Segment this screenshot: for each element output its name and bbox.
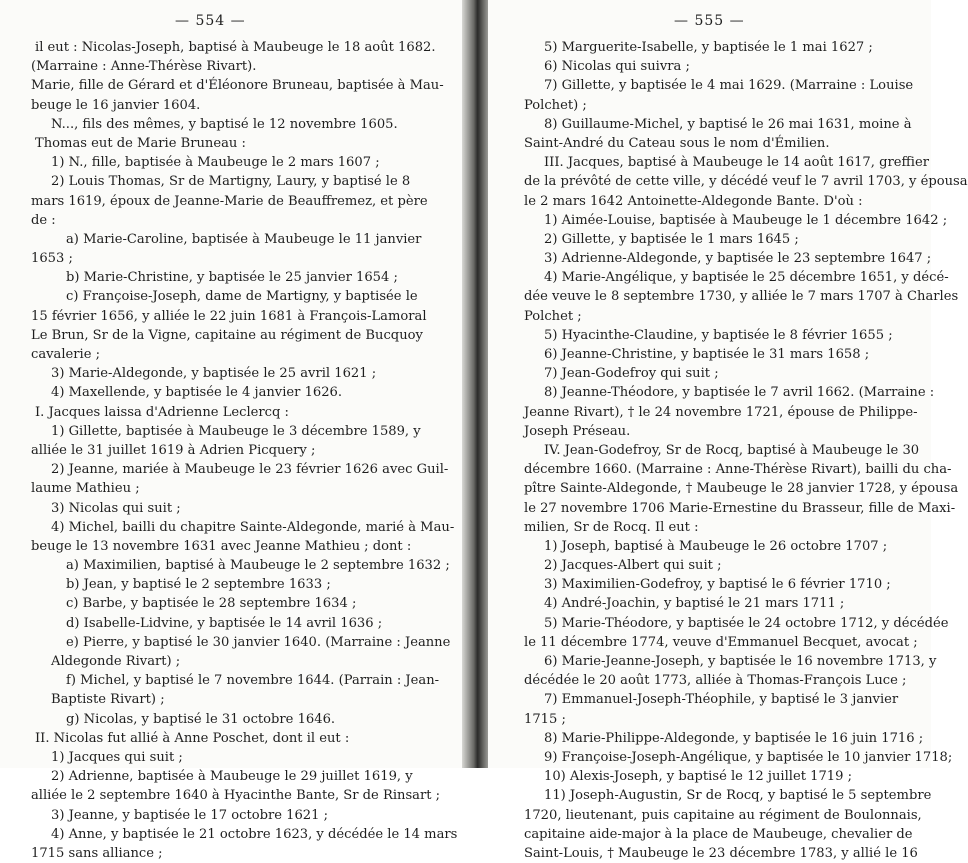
text-line: 1) Aimée-Louise, baptisée à Maubeuge le 1 décembre 1642 ; — [544, 212, 948, 228]
text-line: Marie, fille de Gérard et d'Éléonore Bruneau, baptisée à Mau- — [31, 78, 444, 94]
text-line: 1653 ; — [31, 251, 73, 267]
text-line: laume Mathieu ; — [31, 481, 140, 497]
text-line: 3) Jeanne, y baptisée le 17 octobre 1621 ; — [51, 807, 329, 823]
text-line: e) Pierre, y baptisé le 30 janvier 1640. (Marraine : Jeanne — [66, 634, 451, 650]
text-line: 11) Joseph-Augustin, Sr de Rocq, y baptisé le 5 septembre — [544, 788, 932, 804]
text-line: alliée le 31 juillet 1619 à Adrien Picquery ; — [31, 442, 316, 458]
text-line: milien, Sr de Rocq. Il eut : — [524, 519, 699, 535]
text-line: capitaine aide-major à la place de Maubeuge, chevalier de — [524, 826, 913, 842]
right-page — [488, 0, 968, 861]
text-line: f) Michel, y baptisé le 7 novembre 1644. (Parrain : Jean- — [66, 673, 440, 689]
text-line: 1) N., fille, baptisée à Maubeuge le 2 mars 1607 ; — [51, 155, 380, 171]
text-line: 1) Jacques qui suit ; — [51, 749, 183, 765]
text-line: Polchet) ; — [524, 97, 587, 113]
text-line: 8) Guillaume-Michel, y baptisé le 26 mai 1631, moine à — [544, 116, 912, 132]
text-line: beuge le 16 janvier 1604. — [31, 97, 201, 113]
text-line: 5) Marie-Théodore, y baptisée le 24 octobre 1712, y décédée — [544, 615, 949, 631]
text-line: 1715 sans alliance ; — [31, 845, 163, 861]
text-line: 1720, lieutenant, puis capitaine au régiment de Boulonnais, — [524, 807, 922, 823]
text-line: Le Brun, Sr de la Vigne, capitaine au régiment de Bucquoy — [31, 327, 423, 343]
text-line: 1) Gillette, baptisée à Maubeuge le 3 décembre 1589, y — [51, 423, 421, 439]
page-number: — 555 — — [674, 13, 745, 29]
text-line: 8) Marie-Philippe-Aldegonde, y baptisée le 16 juin 1716 ; — [544, 730, 924, 746]
text-line: 4) Michel, bailli du chapitre Sainte-Aldegonde, marié à Mau- — [51, 519, 455, 535]
text-line: il eut : Nicolas-Joseph, baptisé à Maubeuge le 18 août 1682. — [35, 40, 436, 55]
text-line: 3) Maximilien-Godefroy, y baptisé le 6 février 1710 ; — [544, 577, 891, 593]
text-line: a) Maximilien, baptisé à Maubeuge le 2 septembre 1632 ; — [66, 558, 450, 574]
text-line: II. Nicolas fut allié à Anne Poschet, dont il eut : — [35, 730, 350, 746]
text-line: Saint-André du Cateau sous le nom d'Émilien. — [524, 135, 830, 151]
text-line: Thomas eut de Marie Bruneau : — [35, 135, 246, 151]
text-line: c) Barbe, y baptisée le 28 septembre 1634 ; — [66, 596, 357, 612]
text-line: 7) Emmanuel-Joseph-Théophile, y baptisé le 3 janvier — [544, 692, 899, 708]
text-line: dée veuve le 8 septembre 1730, y alliée le 7 mars 1707 à Charles — [524, 289, 959, 305]
text-line: 1715 ; — [524, 711, 566, 727]
text-line: 2) Adrienne, baptisée à Maubeuge le 29 juillet 1619, y — [51, 769, 413, 785]
text-line: IV. Jean-Godefroy, Sr de Rocq, baptisé à Maubeuge le 30 — [544, 442, 920, 458]
text-line: 6) Nicolas qui suivra ; — [544, 59, 690, 75]
text-line: 3) Adrienne-Aldegonde, y baptisée le 23 septembre 1647 ; — [544, 251, 932, 267]
text-line: a) Marie-Caroline, baptisée à Maubeuge le 11 janvier — [66, 231, 422, 247]
text-line: I. Jacques laissa d'Adrienne Leclercq : — [35, 404, 289, 420]
text-line: le 2 mars 1642 Antoinette-Aldegonde Bante. D'où : — [524, 193, 863, 209]
text-line: N..., fils des mêmes, y baptisé le 12 novembre 1605. — [51, 116, 398, 132]
text-line: le 27 novembre 1706 Marie-Ernestine du Brasseur, fille de Maxi- — [524, 500, 956, 516]
text-line: 6) Jeanne-Christine, y baptisée le 31 mars 1658 ; — [544, 347, 870, 362]
text-line: III. Jacques, baptisé à Maubeuge le 14 août 1617, greffier — [544, 155, 929, 171]
text-line: 3) Marie-Aldegonde, y baptisée le 25 avril 1621 ; — [51, 366, 377, 382]
text-line: Joseph Préseau. — [524, 423, 631, 439]
text-line: 2) Louis Thomas, Sr de Martigny, Laury, y baptisé le 8 — [51, 174, 411, 190]
text-line: c) Françoise-Joseph, dame de Martigny, y baptisée le — [66, 289, 418, 305]
text-line: 2) Jacques-Albert qui suit ; — [544, 558, 722, 574]
text-line: mars 1619, époux de Jeanne-Marie de Beauffremez, et père — [31, 193, 428, 209]
text-line: 2) Gillette, y baptisée le 1 mars 1645 ; — [544, 231, 799, 247]
left-page — [0, 0, 462, 861]
text-line: 7) Jean-Godefroy qui suit ; — [544, 366, 719, 382]
text-line: beuge le 13 novembre 1631 avec Jeanne Mathieu ; dont : — [31, 538, 412, 554]
text-line: Saint-Louis, † Maubeuge le 23 décembre 1783, y allié le 16 — [524, 845, 918, 861]
text-line: 10) Alexis-Joseph, y baptisé le 12 juillet 1719 ; — [544, 769, 853, 785]
text-line: de la prévôté de cette ville, y décédé veuf le 7 avril 1703, y épousa — [524, 174, 968, 190]
text-line: 7) Gillette, y baptisée le 4 mai 1629. (Marraine : Louise — [544, 78, 914, 94]
text-line: 2) Jeanne, mariée à Maubeuge le 23 février 1626 avec Guil- — [51, 462, 449, 478]
text-line: 5) Hyacinthe-Claudine, y baptisée le 8 février 1655 ; — [544, 327, 893, 343]
text-line: b) Marie-Christine, y baptisée le 25 janvier 1654 ; — [66, 270, 398, 286]
text-line: pître Sainte-Aldegonde, † Maubeuge le 28 janvier 1728, y épousa — [524, 481, 959, 497]
text-line: 4) Maxellende, y baptisée le 4 janvier 1626. — [51, 385, 343, 401]
text-line: alliée le 2 septembre 1640 à Hyacinthe Bante, Sr de Rinsart ; — [31, 788, 441, 804]
text-line: g) Nicolas, y baptisé le 31 octobre 1646. — [66, 711, 336, 727]
text-line: d) Isabelle-Lidvine, y baptisée le 14 avril 1636 ; — [66, 615, 383, 631]
text-column — [524, 38, 968, 863]
text-line: 4) Marie-Angélique, y baptisée le 25 décembre 1651, y décé- — [544, 270, 949, 286]
text-line: 5) Marguerite-Isabelle, y baptisée le 1 mai 1627 ; — [544, 40, 873, 55]
text-line: b) Jean, y baptisé le 2 septembre 1633 ; — [66, 577, 331, 593]
text-line: Polchet ; — [524, 308, 582, 324]
text-line: décembre 1660. (Marraine : Anne-Thérèse Rivart), bailli du cha- — [524, 462, 952, 478]
text-line: 4) André-Joachin, y baptisé le 21 mars 1711 ; — [544, 596, 845, 612]
text-line: 1) Joseph, baptisé à Maubeuge le 26 octobre 1707 ; — [544, 538, 888, 554]
text-line: (Marraine : Anne-Thérèse Rivart). — [31, 59, 257, 75]
text-line: 3) Nicolas qui suit ; — [51, 500, 181, 516]
text-line: de : — [31, 212, 56, 228]
text-line: décédée le 20 août 1773, alliée à Thomas-François Luce ; — [524, 673, 907, 689]
text-column — [31, 38, 458, 863]
text-line: 15 février 1656, y alliée le 22 juin 1681 à François-Lamoral — [31, 308, 427, 324]
book-gutter — [462, 0, 488, 768]
text-line: 6) Marie-Jeanne-Joseph, y baptisée le 16 novembre 1713, y — [544, 654, 937, 669]
text-line: 4) Anne, y baptisée le 21 octobre 1623, y décédée le 14 mars — [51, 826, 458, 842]
text-line: 8) Jeanne-Théodore, y baptisée le 7 avril 1662. (Marraine : — [544, 385, 935, 401]
text-line: Baptiste Rivart) ; — [51, 692, 165, 708]
text-line: le 11 décembre 1774, veuve d'Emmanuel Becquet, avocat ; — [524, 634, 918, 650]
text-line: Aldegonde Rivart) ; — [51, 654, 181, 669]
page-number: — 554 — — [175, 13, 246, 29]
text-line: cavalerie ; — [31, 347, 101, 362]
text-line: 9) Françoise-Joseph-Angélique, y baptisée le 10 janvier 1718; — [544, 749, 953, 765]
text-line: Jeanne Rivart), † le 24 novembre 1721, épouse de Philippe- — [524, 404, 918, 420]
